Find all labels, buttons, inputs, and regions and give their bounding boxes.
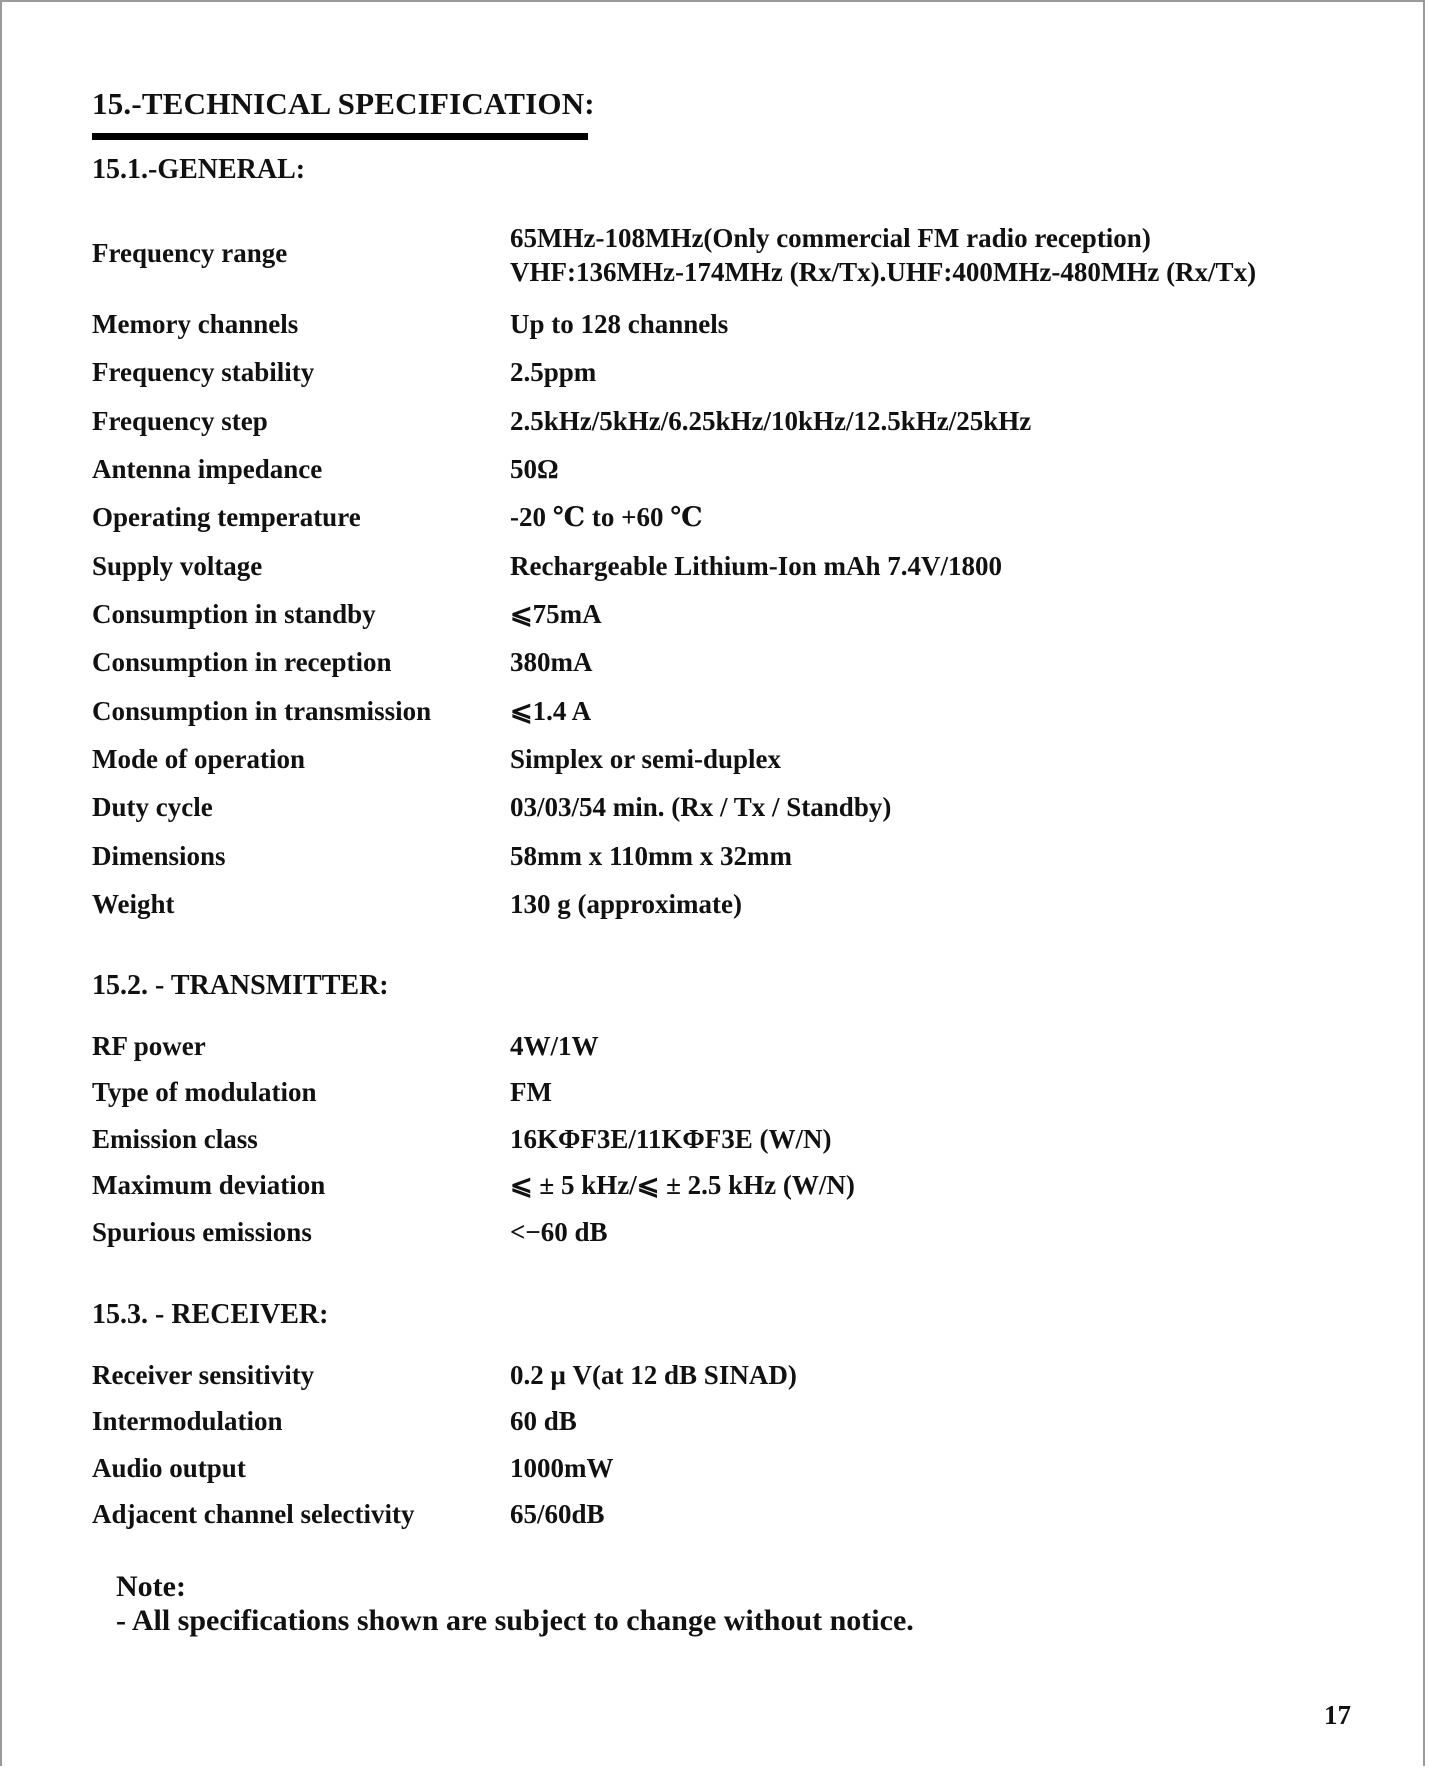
spec-value: [510, 223, 1256, 288]
spec-value: FM: [510, 1077, 552, 1107]
spec-label: Frequency step: [92, 406, 268, 436]
spec-value: 58mm x 110mm x 32mm: [510, 841, 792, 871]
spec-label: Adjacent channel selectivity: [92, 1499, 415, 1529]
section-title-transmitter: 15.2. - TRANSMITTER:: [92, 970, 389, 1001]
spec-label: Consumption in standby: [92, 599, 376, 629]
spec-value: 60 dB: [510, 1406, 577, 1436]
spec-value: 65/60dB: [510, 1499, 605, 1529]
spec-value: Rechargeable Lithium-Ion mAh 7.4V/1800: [510, 551, 1002, 581]
spec-label: Maximum deviation: [92, 1170, 326, 1200]
spec-value: Simplex or semi-duplex: [510, 744, 782, 774]
spec-value: 16KΦF3E/11KΦF3E (W/N): [510, 1124, 832, 1154]
spec-value: <−60 dB: [510, 1217, 608, 1247]
spec-label: Antenna impedance: [92, 454, 323, 484]
spec-label: Intermodulation: [92, 1406, 283, 1436]
section-title-receiver: 15.3. - RECEIVER:: [92, 1299, 329, 1330]
spec-value-line: 65MHz-108MHz(Only commercial FM radio reception): [510, 223, 1151, 253]
spec-value: 03/03/54 min. (Rx / Tx / Standby): [510, 792, 892, 822]
spec-value: ⩽75mA: [510, 599, 602, 629]
page-number: 17: [1324, 1700, 1351, 1730]
spec-label: Frequency range: [92, 238, 288, 268]
spec-value: ⩽ ± 5 kHz/⩽ ± 2.5 kHz (W/N): [510, 1170, 855, 1200]
spec-value: 4W/1W: [510, 1031, 599, 1061]
spec-value: 0.2 μ V(at 12 dB SINAD): [510, 1360, 797, 1390]
heading-underline: [92, 133, 588, 140]
spec-value: 130 g (approximate): [510, 889, 742, 919]
spec-label: Operating temperature: [92, 502, 361, 532]
spec-label: Consumption in transmission: [92, 696, 432, 726]
spec-label: RF power: [92, 1031, 206, 1061]
spec-label: Audio output: [92, 1453, 246, 1483]
spec-label: Duty cycle: [92, 792, 213, 822]
spec-value: 50Ω: [510, 454, 559, 484]
spec-label: Receiver sensitivity: [92, 1360, 315, 1390]
spec-label: Consumption in reception: [92, 647, 392, 677]
spec-value-line: VHF:136MHz-174MHz (Rx/Tx).UHF:400MHz-480MHz (Rx/Tx): [510, 257, 1257, 287]
section-title-general: 15.1.-GENERAL:: [92, 154, 306, 185]
spec-label: Spurious emissions: [92, 1217, 312, 1247]
spec-label: Type of modulation: [92, 1077, 317, 1107]
spec-value: ⩽1.4 A: [510, 696, 592, 726]
spec-label: Supply voltage: [92, 551, 263, 581]
spec-value: 2.5ppm: [510, 357, 597, 387]
spec-label: Dimensions: [92, 841, 226, 871]
spec-value: 2.5kHz/5kHz/6.25kHz/10kHz/12.5kHz/25kHz: [510, 406, 1032, 436]
spec-label: Memory channels: [92, 309, 299, 339]
spec-label: Emission class: [92, 1124, 258, 1154]
spec-label: Frequency stability: [92, 357, 315, 387]
page-heading: 15.-TECHNICAL SPECIFICATION:: [92, 86, 595, 121]
spec-label: Mode of operation: [92, 744, 305, 774]
spec-label: Weight: [92, 889, 175, 919]
note-title: Note:: [116, 1570, 186, 1603]
note-text: - All specifications shown are subject to change without notice.: [116, 1604, 914, 1637]
spec-value: 380mA: [510, 647, 593, 677]
spec-value: 1000mW: [510, 1453, 614, 1483]
spec-value: -20 ℃ to +60 ℃: [510, 502, 703, 532]
spec-value: Up to 128 channels: [510, 309, 729, 339]
